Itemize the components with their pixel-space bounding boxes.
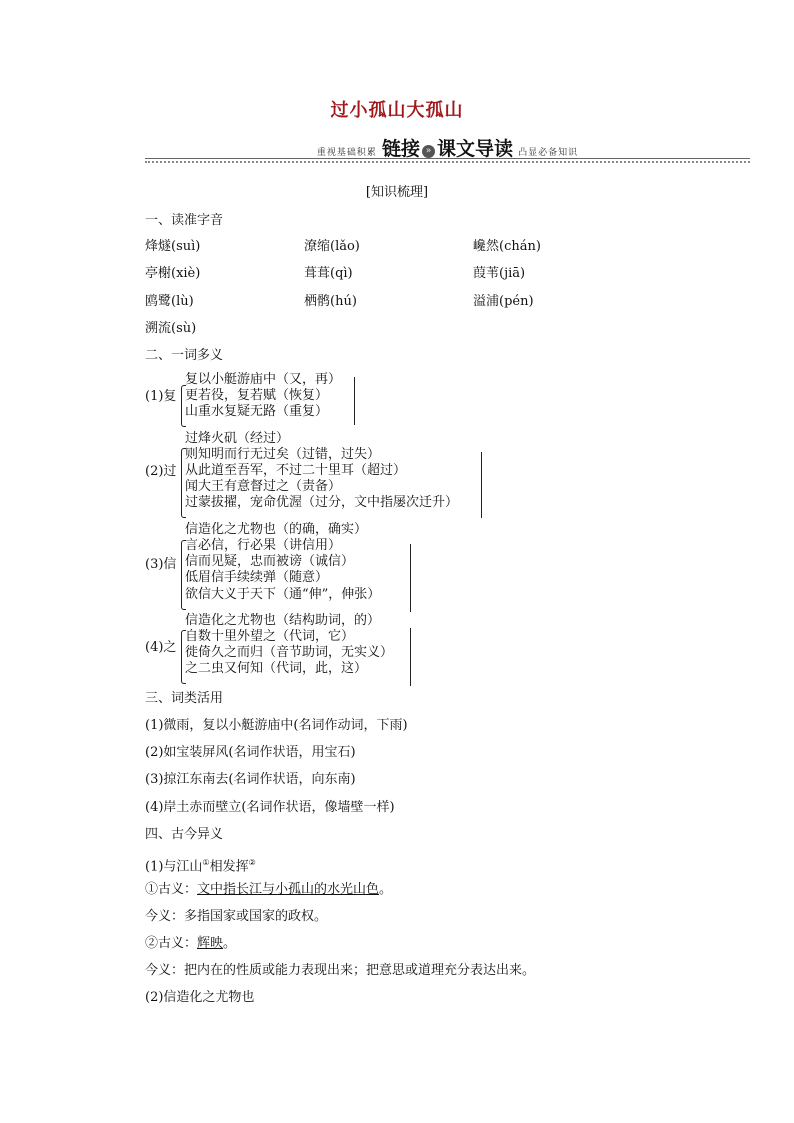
section-1-heading: 一、读准字音 [145, 213, 224, 228]
pronunciation-item: 潦缩(lǎo) [304, 239, 360, 254]
item-text: (1)与江山 [145, 859, 203, 875]
polysemy-line: 低眉信手续续弹（随意） [185, 570, 329, 585]
banner-dotted-rule [145, 161, 750, 163]
ancient-modern-item [145, 855, 256, 875]
ancient-label: ②古义： [145, 936, 198, 951]
right-bracket [481, 452, 482, 518]
polysemy-line: 徙倚久之而归（音节助词，无实义） [185, 645, 394, 660]
modern-meaning: 今义：多指国家或国家的政权。 [145, 909, 328, 924]
polysemy-line: 复以小艇游庙中（又，再） [185, 372, 342, 387]
word-class-item: (3)掠江东南去(名词作状语，向东南) [145, 772, 356, 787]
ancient-text: 辉映 [197, 936, 224, 951]
polysemy-label: (2)过 [145, 464, 177, 479]
pronunciation-item: 葭苇(jiā) [473, 266, 526, 281]
punctuation: 。 [223, 936, 237, 951]
polysemy-line: 闻大王有意督过之（责备） [185, 479, 342, 494]
polysemy-line: 信造化之尤物也（结构助词，的） [185, 613, 381, 628]
polysemy-line: 从此道至吾军，不过二十里耳（超过） [185, 463, 407, 478]
pronunciation-item: 溯流(sù) [145, 321, 197, 336]
polysemy-line: 欲信大义于天下（通“伸”，伸张） [185, 587, 381, 602]
pronunciation-item: 鸥鹭(lù) [145, 294, 194, 309]
pronunciation-item: 葺葺(qì) [304, 266, 353, 281]
polysemy-line: 信而见疑，忠而被谤（诚信） [185, 554, 355, 569]
polysemy-line: 言必信，行必果（讲信用） [185, 538, 342, 553]
knowledge-heading: [知识梳理] [365, 185, 429, 200]
polysemy-line: 自数十里外望之（代词，它） [185, 629, 355, 644]
right-bracket [410, 628, 411, 686]
word-class-item: (4)岸土赤而壁立(名词作状语，像墙壁一样) [145, 800, 395, 815]
banner-right-title: 课文导读 [437, 138, 514, 160]
section-3-heading: 三、词类活用 [145, 691, 224, 706]
polysemy-label: (3)信 [145, 557, 177, 572]
section-banner [145, 134, 750, 164]
modern-meaning: 今义：把内在的性质或能力表现出来；把意思或道理充分表达出来。 [145, 963, 536, 978]
ancient-meaning [145, 882, 392, 898]
pronunciation-item: 巉然(chán) [473, 239, 541, 254]
polysemy-line: 山重水复疑无路（重复） [185, 404, 329, 419]
polysemy-line: 信造化之尤物也（的确，确实） [185, 522, 368, 537]
polysemy-line: 则知明而行无过矣（过错，过失） [185, 447, 381, 462]
word-class-item: (2)如宝装屏风(名词作状语，用宝石) [145, 745, 356, 760]
page-title: 过小孤山大孤山 [330, 100, 464, 121]
pronunciation-item: 溢浦(pén) [473, 294, 534, 309]
pronunciation-item: 栖鹘(hú) [304, 294, 357, 309]
ancient-text: 文中指长江与小孤山的水光山色 [197, 882, 380, 897]
banner-left-title: 链接 [381, 138, 420, 160]
polysemy-label: (1)复 [145, 389, 177, 404]
polysemy-label: (4)之 [145, 640, 177, 655]
section-2-heading: 二、一词多义 [145, 348, 224, 363]
ancient-meaning [145, 936, 236, 952]
pronunciation-item: 烽燧(suì) [145, 239, 201, 254]
footnote-mark: ② [248, 858, 256, 867]
right-bracket [410, 544, 411, 612]
polysemy-line: 过蒙拔擢，宠命优渥（过分，文中指屡次迁升） [185, 495, 459, 510]
item-text: 相发挥 [209, 859, 249, 875]
banner-left-caption: 重视基础积累 [316, 148, 377, 158]
footnote-mark: ① [202, 858, 210, 867]
ancient-label: ①古义： [145, 882, 198, 897]
arrow-icon: » [422, 145, 435, 158]
pronunciation-item: 亭榭(xiè) [145, 266, 201, 281]
polysemy-line: 更若役，复若赋（恢复） [185, 388, 329, 403]
banner-right-caption: 凸显必备知识 [518, 148, 579, 158]
punctuation: 。 [379, 882, 393, 897]
polysemy-line: 之二虫又何知（代词，此，这） [185, 661, 368, 676]
word-class-item: (1)微雨，复以小艇游庙中(名词作动词，下雨) [145, 718, 408, 733]
right-bracket [354, 377, 355, 425]
polysemy-line: 过烽火矶（经过） [185, 431, 290, 446]
section-4-heading: 四、古今异义 [145, 827, 224, 842]
ancient-modern-item: (2)信造化之尤物也 [145, 990, 255, 1005]
